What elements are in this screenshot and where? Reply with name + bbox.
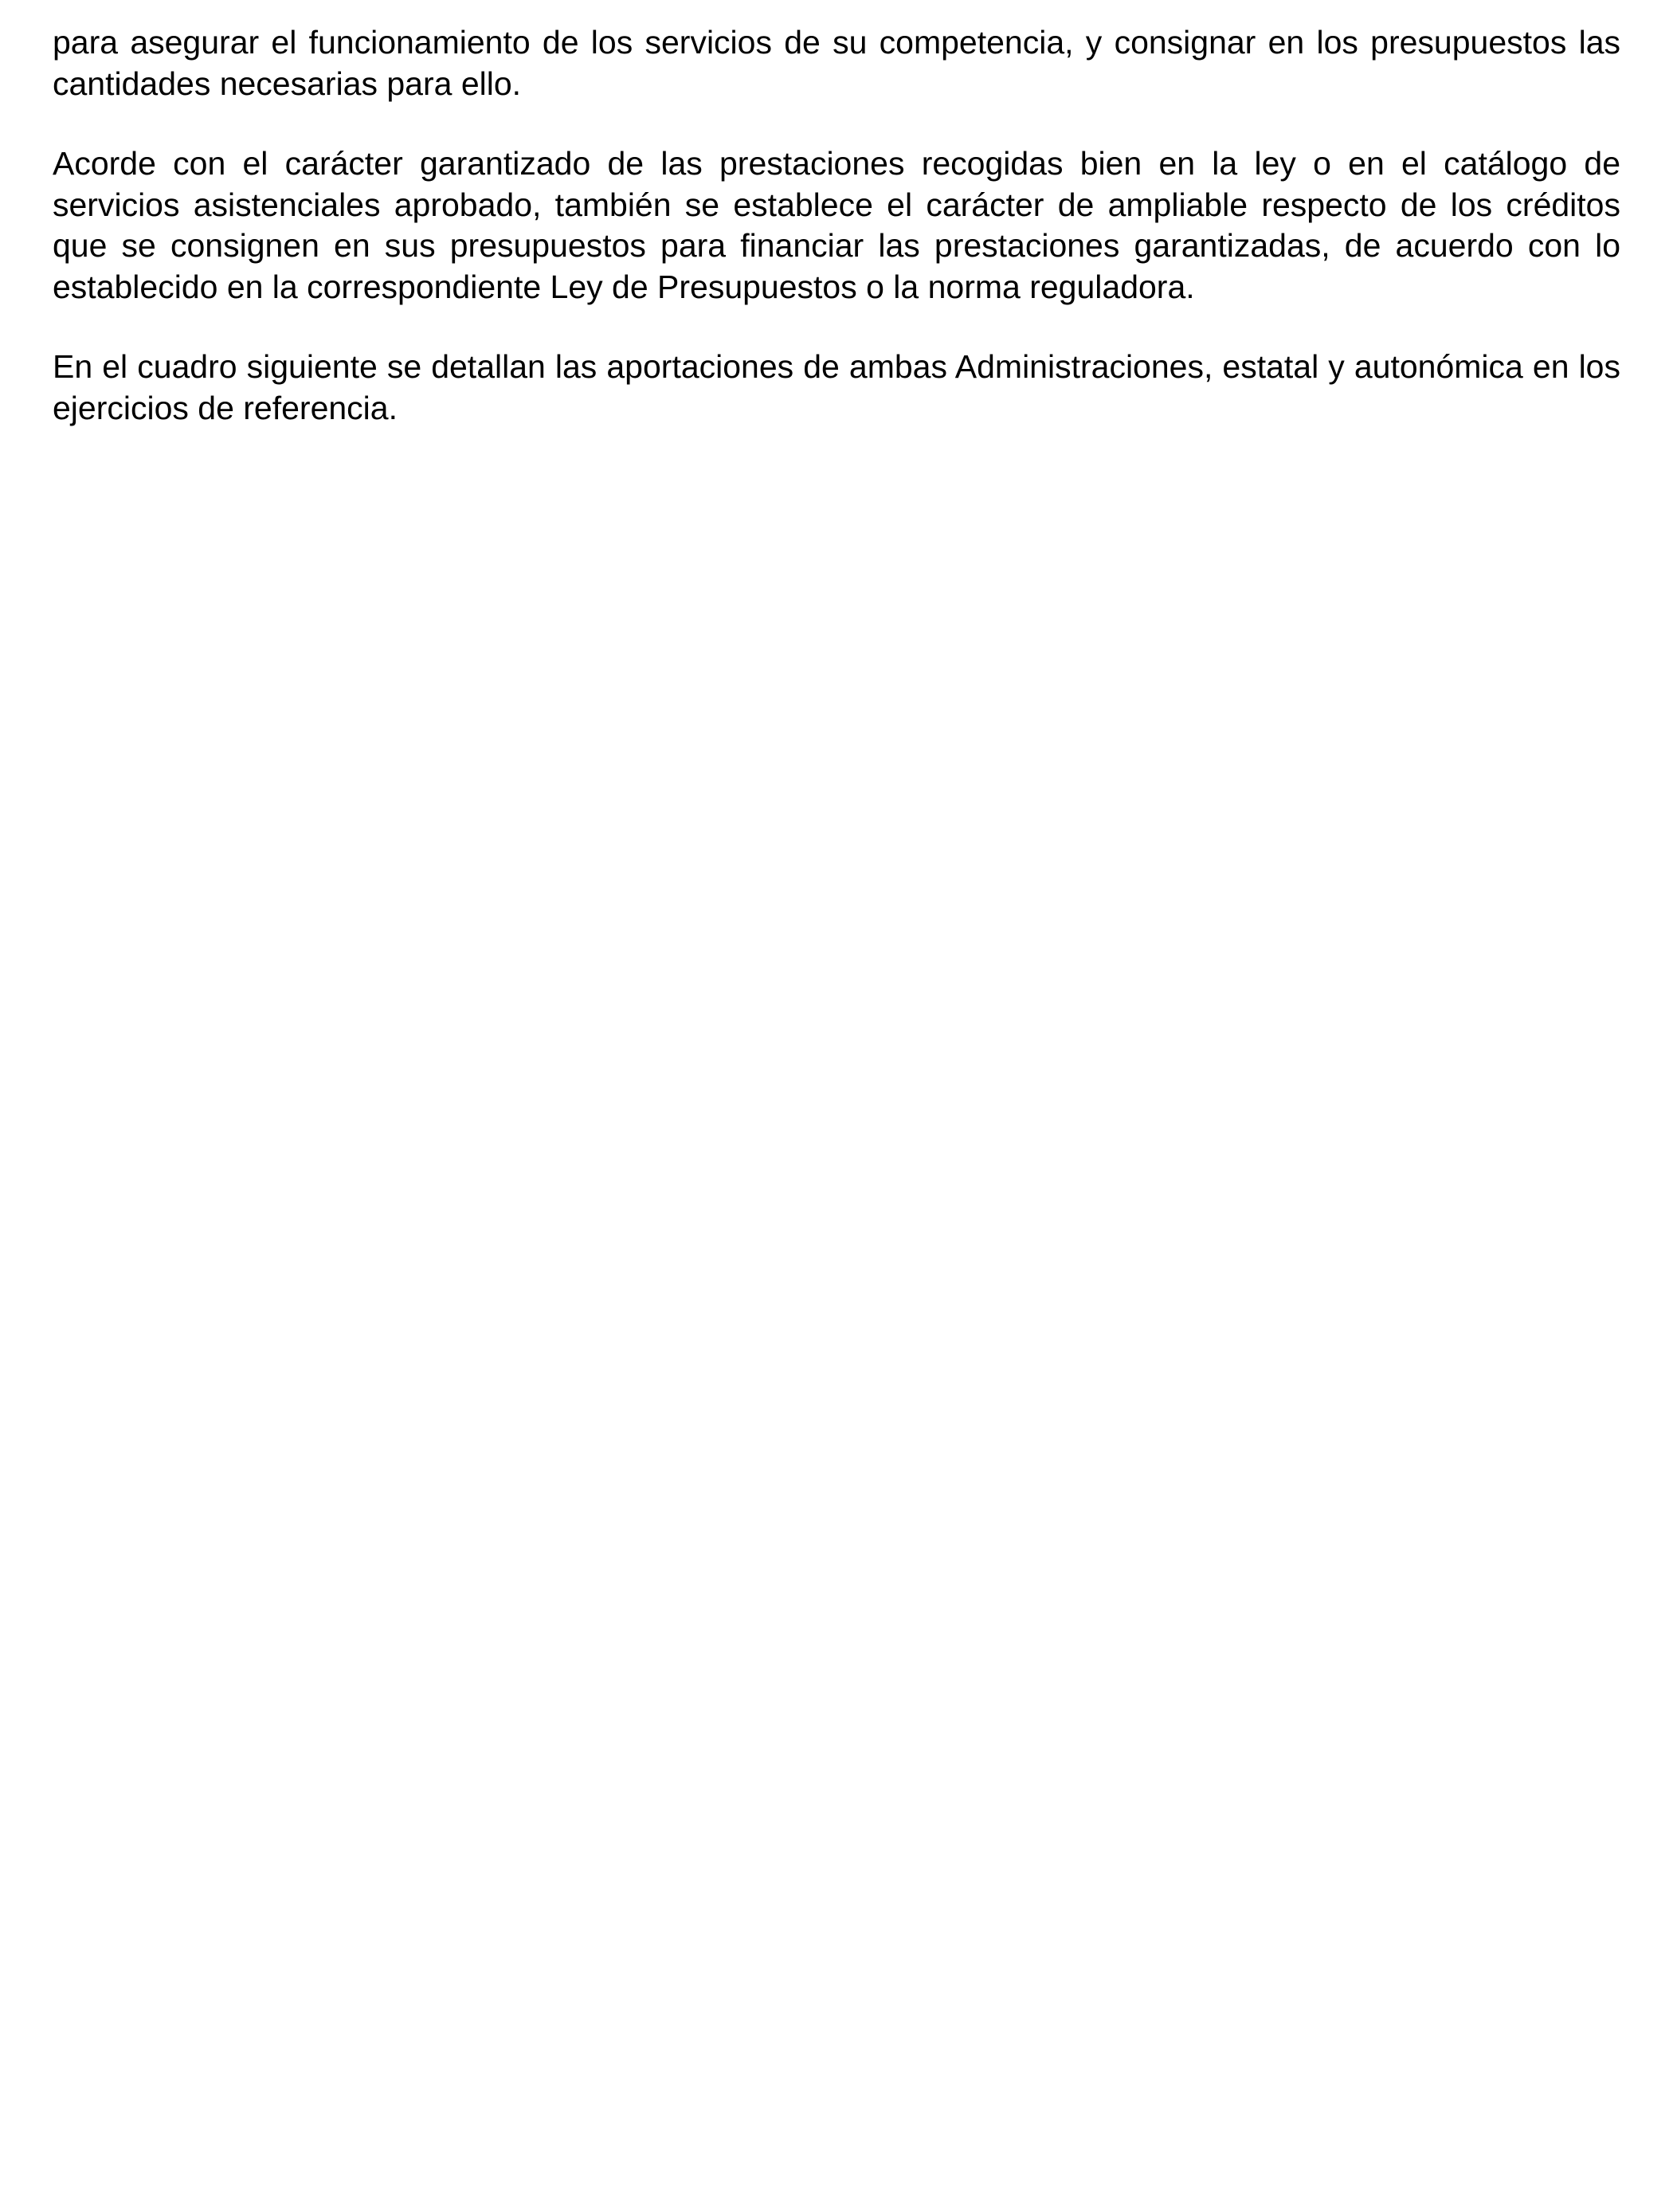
paragraph-3: En el cuadro siguiente se detallan las aportaciones de ambas Administraciones, estatal y autonómica en los ejercicios de referencia. bbox=[53, 348, 1620, 426]
paragraph-2: Acorde con el carácter garantizado de las prestaciones recogidas bien en la ley o en el catálogo de servicios asistenciales aprobado, también se establece el carácter de ampliable respecto de los créditos que se consignen en sus presupuestos para financiar las prestaciones garantizadas, de acuerdo con lo establecido en la correspondiente Ley de Presupuestos o la norma reguladora. bbox=[53, 145, 1620, 305]
document-body bbox=[53, 22, 1620, 468]
paragraph-1: para asegurar el funcionamiento de los servicios de su competencia, y consignar en los presupuestos las cantidades necesarias para ello. bbox=[53, 24, 1620, 102]
